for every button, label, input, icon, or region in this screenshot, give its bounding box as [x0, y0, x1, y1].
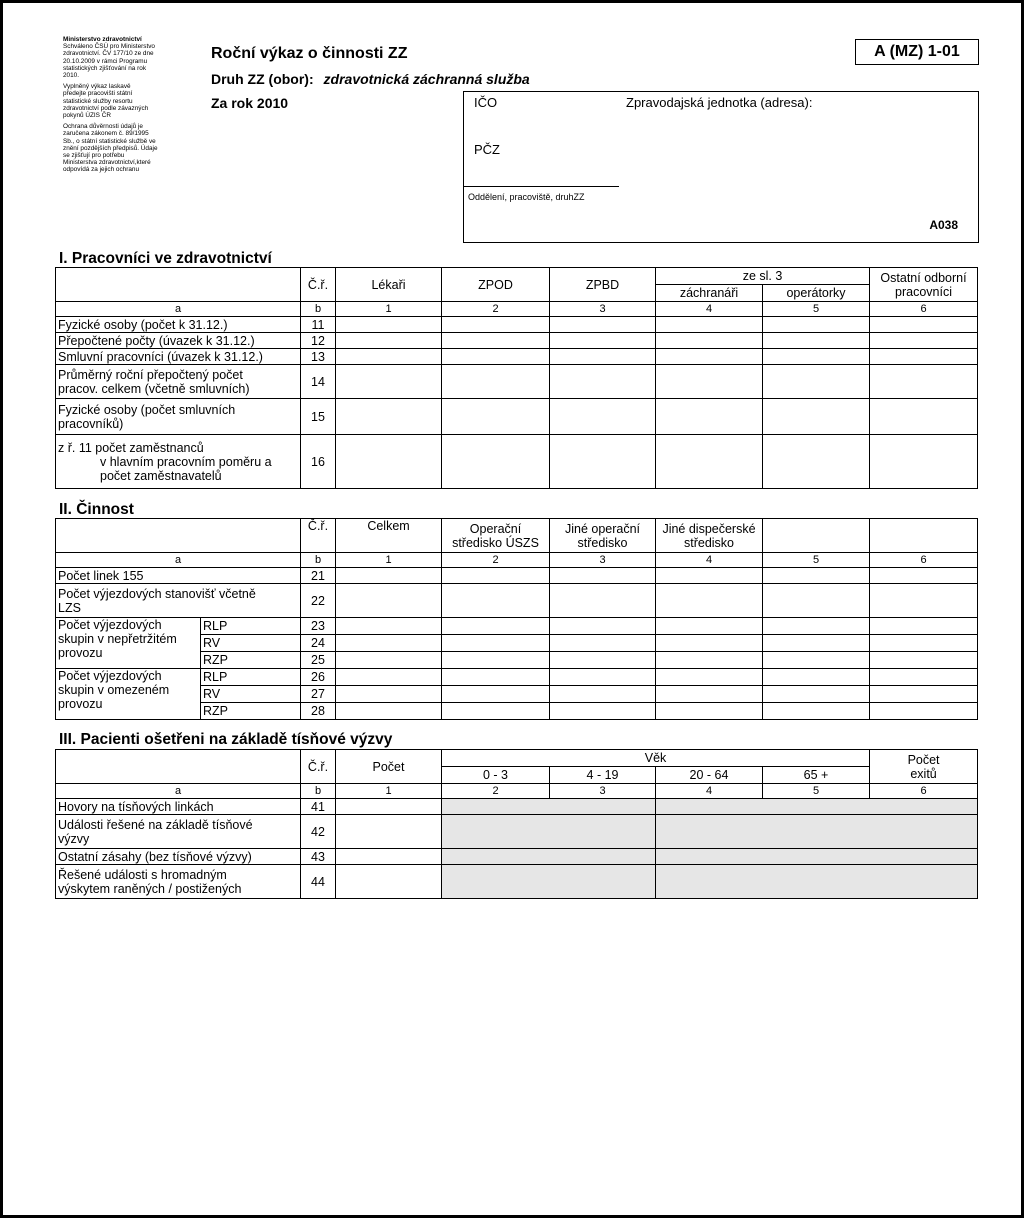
index-cell: 4 [656, 553, 763, 568]
cr-header: Č.ř. [301, 268, 336, 302]
input-cell[interactable] [656, 568, 763, 584]
ministry-note: Ministerstvo zdravotnictví Schváleno ČSÚ pro Ministerstvo zdravotnictví. ČV 177/10 ze dne 20.10.2009 v rámci Programu statistických zjišťování na rok 2010. Vyplněný výkaz laskavě předejte pracovišti státní statistické služby resortu zdravotnictví podle závazných pokynů ÚZIS ČR Ochrana důvěrnosti údajů je zaručena zákonem č. 89/1995 Sb., o státní statistické službě ve znění pozdějších předpisů. Údaje se zjišťují pro potřebu Ministerstva zdravotnictví,které odpovídá za jejich ochranu [63, 36, 158, 174]
index-cell: a [56, 302, 301, 317]
input-cell[interactable] [442, 635, 550, 652]
col-zpbd: ZPBD [550, 268, 656, 302]
disabled-cell [870, 865, 978, 899]
input-cell[interactable] [336, 435, 442, 489]
input-cell[interactable] [550, 703, 656, 720]
row-label: z ř. 11 počet zaměstnanců v hlavním pracovním poměru a počet zaměstnavatelů [56, 435, 301, 489]
group-label: Počet výjezdových skupin v omezeném provozu [56, 669, 201, 720]
input-cell[interactable] [336, 365, 442, 399]
row-label: Řešené události s hromadným výskytem raněných / postižených [56, 865, 301, 899]
row-num: 42 [301, 815, 336, 849]
index-cell: 1 [336, 302, 442, 317]
input-cell[interactable] [336, 584, 442, 618]
input-cell[interactable] [336, 317, 442, 333]
section2-title: II. Činnost [59, 501, 134, 518]
row-label: Počet linek 155 [56, 568, 301, 584]
input-cell[interactable] [870, 652, 978, 669]
section3-table [55, 749, 978, 899]
input-cell[interactable] [442, 333, 550, 349]
index-cell: 5 [763, 302, 870, 317]
table-row [56, 365, 978, 399]
input-cell[interactable] [763, 568, 870, 584]
report-year: Za rok 2010 [211, 95, 289, 111]
index-cell: 3 [550, 302, 656, 317]
input-cell[interactable] [763, 333, 870, 349]
table-row [56, 865, 978, 899]
input-cell[interactable] [656, 365, 763, 399]
input-cell[interactable] [656, 635, 763, 652]
input-cell[interactable] [870, 703, 978, 720]
input-cell[interactable] [870, 365, 978, 399]
row-sub: RV [201, 635, 301, 652]
index-cell: 1 [336, 784, 442, 799]
table-row [56, 849, 978, 865]
disabled-cell [442, 815, 550, 849]
input-cell[interactable] [442, 317, 550, 333]
table-row [56, 317, 978, 333]
input-cell[interactable] [763, 317, 870, 333]
input-cell[interactable] [550, 399, 656, 435]
row-num: 27 [301, 686, 336, 703]
input-cell[interactable] [550, 669, 656, 686]
input-cell[interactable] [336, 799, 442, 815]
input-cell[interactable] [550, 584, 656, 618]
index-cell: 5 [763, 784, 870, 799]
disabled-cell [763, 849, 870, 865]
input-cell[interactable] [550, 317, 656, 333]
index-cell: 1 [336, 553, 442, 568]
col-lekari: Lékaři [336, 268, 442, 302]
input-cell[interactable] [763, 618, 870, 635]
input-cell[interactable] [336, 333, 442, 349]
disabled-cell [656, 799, 763, 815]
disabled-cell [870, 815, 978, 849]
input-cell[interactable] [550, 686, 656, 703]
cr-header: Č.ř. [301, 519, 336, 553]
disabled-cell [550, 799, 656, 815]
table-row [56, 618, 978, 635]
input-cell[interactable] [763, 349, 870, 365]
row-num: 28 [301, 703, 336, 720]
input-cell[interactable] [442, 669, 550, 686]
row-label: Počet výjezdových stanovišť včetně LZS [56, 584, 301, 618]
index-cell: 6 [870, 553, 978, 568]
row-num: 41 [301, 799, 336, 815]
input-cell[interactable] [656, 399, 763, 435]
table-row [56, 584, 978, 618]
col-age: 65 + [763, 767, 870, 784]
row-num: 16 [301, 435, 336, 489]
input-cell[interactable] [656, 317, 763, 333]
input-cell[interactable] [870, 584, 978, 618]
input-cell[interactable] [336, 568, 442, 584]
col-zachranari: záchranáři [656, 285, 763, 302]
index-cell: 3 [550, 784, 656, 799]
index-cell: b [301, 553, 336, 568]
input-cell[interactable] [656, 669, 763, 686]
group-label: Počet výjezdových skupin v nepřetržitém provozu [56, 618, 201, 669]
form-code: A (MZ) 1-01 [855, 39, 979, 65]
disabled-cell [763, 865, 870, 899]
disabled-cell [550, 849, 656, 865]
col-celkem: Celkem [336, 519, 442, 553]
disabled-cell [550, 865, 656, 899]
input-cell[interactable] [336, 865, 442, 899]
header-cell [870, 519, 978, 553]
input-cell[interactable] [442, 652, 550, 669]
input-cell[interactable] [442, 435, 550, 489]
input-cell[interactable] [550, 568, 656, 584]
row-sub: RLP [201, 669, 301, 686]
col-age: 20 - 64 [656, 767, 763, 784]
disabled-cell [442, 849, 550, 865]
index-cell: 6 [870, 784, 978, 799]
row-label: Smluvní pracovníci (úvazek k 31.12.) [56, 349, 301, 365]
input-cell[interactable] [763, 652, 870, 669]
input-cell[interactable] [870, 686, 978, 703]
input-cell[interactable] [336, 399, 442, 435]
input-cell[interactable] [442, 349, 550, 365]
table-row [56, 399, 978, 435]
disabled-cell [656, 815, 763, 849]
input-cell[interactable] [336, 703, 442, 720]
row-num: 14 [301, 365, 336, 399]
row-label: Události řešené na základě tísňové výzvy [56, 815, 301, 849]
row-num: 43 [301, 849, 336, 865]
input-cell[interactable] [870, 669, 978, 686]
input-cell[interactable] [336, 686, 442, 703]
input-cell[interactable] [336, 635, 442, 652]
index-cell: a [56, 553, 301, 568]
col-age: 4 - 19 [550, 767, 656, 784]
input-cell[interactable] [763, 686, 870, 703]
input-cell[interactable] [442, 568, 550, 584]
input-cell[interactable] [763, 584, 870, 618]
row-label: Fyzické osoby (počet k 31.12.) [56, 317, 301, 333]
row-label: Průměrný roční přepočtený počet pracov. celkem (včetně smluvních) [56, 365, 301, 399]
row-num: 44 [301, 865, 336, 899]
index-cell: b [301, 784, 336, 799]
col-jine-dispecerske: Jiné dispečerské středisko [656, 519, 763, 553]
header-cell [56, 268, 301, 302]
input-cell[interactable] [442, 703, 550, 720]
disabled-cell [656, 865, 763, 899]
row-num: 13 [301, 349, 336, 365]
disabled-cell [442, 865, 550, 899]
index-cell: 2 [442, 784, 550, 799]
row-num: 25 [301, 652, 336, 669]
row-label: Fyzické osoby (počet smluvních pracovníků) [56, 399, 301, 435]
col-other: Ostatní odborní pracovníci [870, 268, 978, 302]
input-cell[interactable] [442, 399, 550, 435]
divider [464, 186, 619, 187]
section2-table [55, 518, 978, 720]
disabled-cell [763, 799, 870, 815]
input-cell[interactable] [870, 317, 978, 333]
row-sub: RZP [201, 703, 301, 720]
index-cell: 3 [550, 553, 656, 568]
row-sub: RLP [201, 618, 301, 635]
input-cell[interactable] [763, 635, 870, 652]
reporting-unit-box[interactable] [463, 91, 979, 243]
index-cell: 5 [763, 553, 870, 568]
form-code-a038: A038 [929, 218, 958, 232]
department-label: Oddělení, pracoviště, druhZZ [468, 192, 585, 202]
disabled-cell [656, 849, 763, 865]
input-cell[interactable] [763, 365, 870, 399]
input-cell[interactable] [442, 584, 550, 618]
cr-header: Č.ř. [301, 750, 336, 784]
input-cell[interactable] [336, 618, 442, 635]
disabled-cell [870, 849, 978, 865]
col-ze-sl3: ze sl. 3 [656, 268, 870, 285]
ico-label: IČO [474, 95, 498, 110]
input-cell[interactable] [550, 618, 656, 635]
input-cell[interactable] [336, 652, 442, 669]
input-cell[interactable] [550, 435, 656, 489]
input-cell[interactable] [336, 349, 442, 365]
input-cell[interactable] [870, 618, 978, 635]
col-exits: Počet exitů [870, 750, 978, 784]
input-cell[interactable] [550, 349, 656, 365]
input-cell[interactable] [336, 849, 442, 865]
table-row [56, 815, 978, 849]
col-vek: Věk [442, 750, 870, 767]
table-row [56, 799, 978, 815]
index-cell: 6 [870, 302, 978, 317]
form-title: Roční výkaz o činnosti ZZ [211, 45, 408, 62]
section3-title: III. Pacienti ošetřeni na základě tísňové výzvy [59, 731, 393, 748]
pcz-label: PČZ [474, 142, 500, 157]
input-cell[interactable] [550, 635, 656, 652]
input-cell[interactable] [763, 669, 870, 686]
header-cell [56, 519, 301, 553]
druh-zz: Druh ZZ (obor): zdravotnická záchranná služba [211, 71, 530, 87]
row-num: 22 [301, 584, 336, 618]
table-row [56, 669, 978, 686]
input-cell[interactable] [763, 703, 870, 720]
input-cell[interactable] [656, 703, 763, 720]
table-row [56, 349, 978, 365]
reporting-unit-label: Zpravodajská jednotka (adresa): [626, 95, 813, 110]
row-num: 11 [301, 317, 336, 333]
input-cell[interactable] [336, 669, 442, 686]
input-cell[interactable] [656, 686, 763, 703]
input-cell[interactable] [763, 399, 870, 435]
table-row [56, 435, 978, 489]
row-num: 12 [301, 333, 336, 349]
index-cell: 4 [656, 302, 763, 317]
row-label: Hovory na tísňových linkách [56, 799, 301, 815]
index-cell: 2 [442, 553, 550, 568]
input-cell[interactable] [550, 333, 656, 349]
col-operatorky: operátorky [763, 285, 870, 302]
row-num: 15 [301, 399, 336, 435]
row-num: 26 [301, 669, 336, 686]
input-cell[interactable] [763, 435, 870, 489]
index-cell: 4 [656, 784, 763, 799]
input-cell[interactable] [870, 349, 978, 365]
disabled-cell [442, 799, 550, 815]
input-cell[interactable] [656, 652, 763, 669]
table-row [56, 333, 978, 349]
col-zpod: ZPOD [442, 268, 550, 302]
disabled-cell [550, 815, 656, 849]
row-sub: RZP [201, 652, 301, 669]
input-cell[interactable] [870, 399, 978, 435]
disabled-cell [763, 815, 870, 849]
col-jine-operacni: Jiné operační středisko [550, 519, 656, 553]
row-num: 21 [301, 568, 336, 584]
input-cell[interactable] [656, 435, 763, 489]
header-cell [763, 519, 870, 553]
input-cell[interactable] [336, 815, 442, 849]
index-cell: 2 [442, 302, 550, 317]
index-cell: b [301, 302, 336, 317]
row-num: 24 [301, 635, 336, 652]
input-cell[interactable] [870, 333, 978, 349]
row-label: Přepočtené počty (úvazek k 31.12.) [56, 333, 301, 349]
row-sub: RV [201, 686, 301, 703]
input-cell[interactable] [656, 618, 763, 635]
input-cell[interactable] [870, 568, 978, 584]
input-cell[interactable] [870, 435, 978, 489]
row-num: 23 [301, 618, 336, 635]
section1-title: I. Pracovníci ve zdravotnictví [59, 250, 272, 267]
input-cell[interactable] [656, 349, 763, 365]
input-cell[interactable] [870, 635, 978, 652]
col-operacni-uszs: Operační středisko ÚSZS [442, 519, 550, 553]
input-cell[interactable] [442, 618, 550, 635]
input-cell[interactable] [656, 584, 763, 618]
section1-table [55, 267, 978, 489]
input-cell[interactable] [550, 652, 656, 669]
disabled-cell [870, 799, 978, 815]
header-cell [56, 750, 301, 784]
col-pocet: Počet [336, 750, 442, 784]
input-cell[interactable] [550, 365, 656, 399]
table-row [56, 568, 978, 584]
col-age: 0 - 3 [442, 767, 550, 784]
input-cell[interactable] [656, 333, 763, 349]
input-cell[interactable] [442, 686, 550, 703]
input-cell[interactable] [442, 365, 550, 399]
index-cell: a [56, 784, 301, 799]
row-label: Ostatní zásahy (bez tísňové výzvy) [56, 849, 301, 865]
